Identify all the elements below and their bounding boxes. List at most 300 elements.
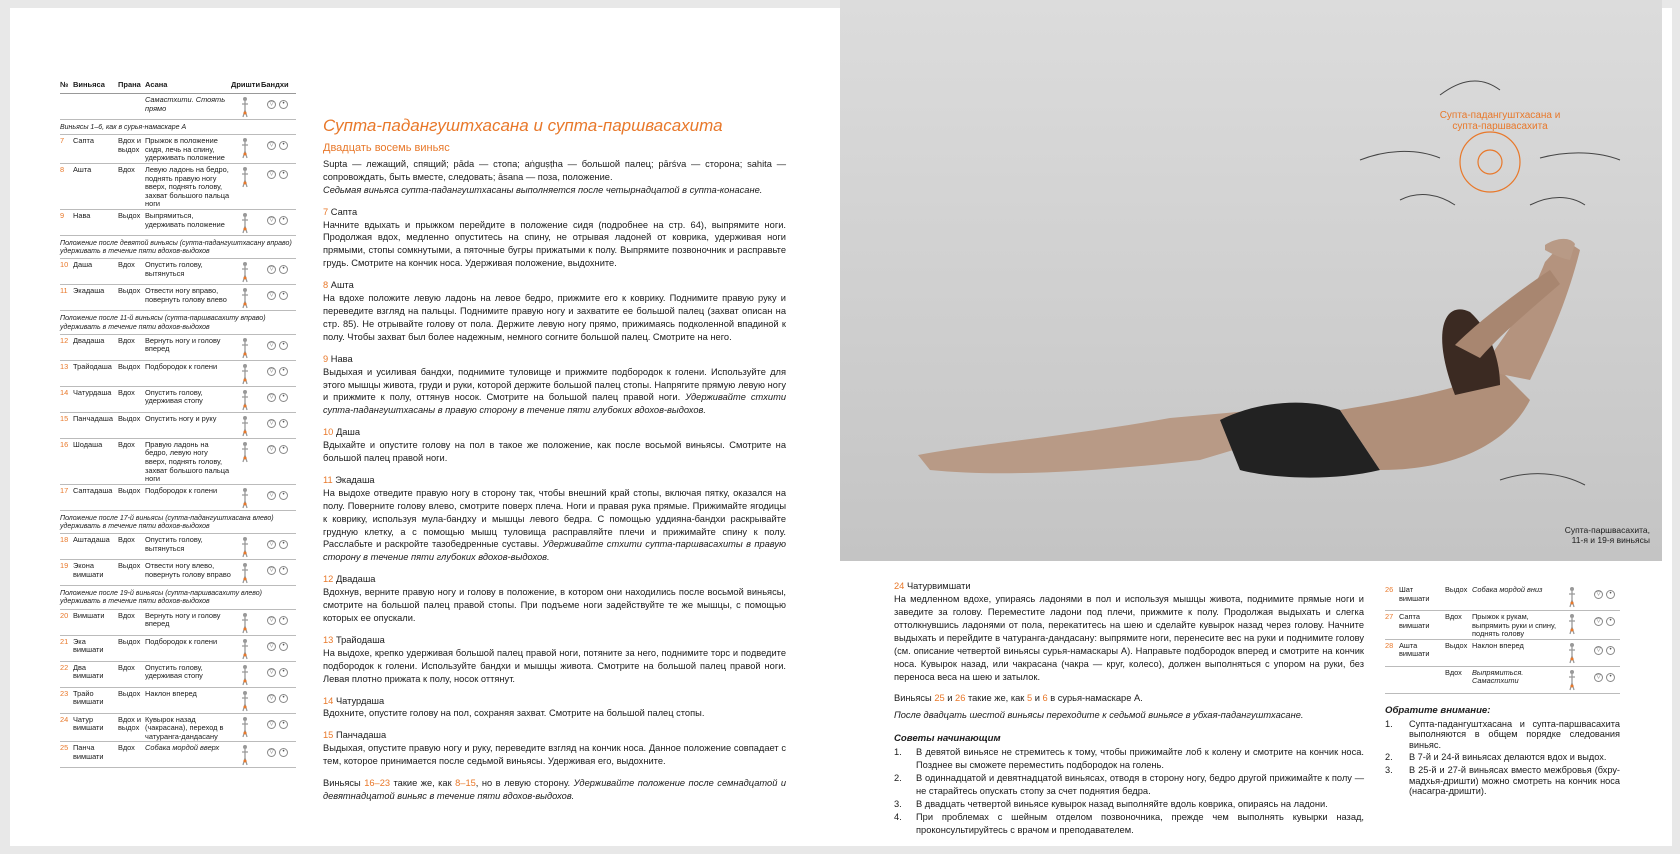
row-prana	[118, 96, 145, 119]
row-figure	[231, 166, 267, 209]
table-icons	[267, 287, 296, 310]
section-heading	[323, 573, 786, 586]
drishti-icon: ▽	[267, 642, 276, 651]
row-asana: Собака мордой вниз	[1472, 585, 1543, 594]
row-prana: Вдох	[118, 743, 135, 753]
section-24	[894, 580, 1364, 593]
section-24-text: На медленном вдохе, упираясь ладонями в пол и используя мышцы живота, поднимите прямые ноги и заведите за голову. Переместите ладони под плечи, прижмите к полу. Продолжая выдыхать и слегка оттолкнувшись ладонями от пола, перекатитесь на шею и сделайте кувырок назад через голову. Начните выдыхать и перейдите в чатуранга-дандасану: выпрямите ноги, перенесите вес на руки и поднимите голову (см. описание четвертой виньясы сурья-намаскары А). Направьте подбородок вперед и смотрите на кончик носа. Кувырок назад, или чакрасана (чакра — круг, колесо), должен выполняться с упором на руки, без переноса веса на шею и затылок.	[894, 594, 1364, 682]
repeat-tail: Удерживайте положение после семнадцатой и девятнадцатой виньяс в течение пяти вдохов-выдохов.	[323, 778, 787, 801]
row-asana: Подбородок к голени	[145, 485, 218, 495]
table-icons	[267, 363, 296, 386]
pose-thumbnail-icon	[241, 287, 249, 309]
section-name: Экадаша	[335, 474, 375, 485]
row-figure	[231, 441, 267, 484]
row-figure	[231, 690, 267, 713]
repeat-range2: 8–15	[455, 778, 476, 789]
pose-thumbnail-icon	[241, 744, 249, 766]
vinyasa-section	[323, 573, 786, 625]
bandha-icon: •	[279, 491, 288, 500]
section-name: Чатурдаша	[335, 695, 385, 706]
r-prefix: Виньясы	[894, 693, 935, 703]
main-text-column	[323, 116, 786, 803]
row-number: 13	[60, 361, 69, 371]
section-name: Даша	[335, 427, 361, 438]
bandha-icon: •	[279, 616, 288, 625]
section-body: Вдыхайте и опустите голову на пол в такое же положение, как после восьмой виньясы. Смотрите на большой палец правой ноги.	[323, 440, 786, 464]
tip-item	[894, 798, 1364, 811]
table-row	[60, 164, 296, 210]
table-body	[60, 94, 296, 768]
table-note: Положение после 17-й виньясы (супта-падангуштхасана влево) удерживать в течение пяти вдохов-выдохов	[60, 511, 296, 534]
bandha-icon: •	[279, 170, 288, 179]
bandha-icon: •	[279, 100, 288, 109]
table-icons	[267, 212, 296, 235]
notice-text: В 7-й и 24-й виньясах делаются вдох и выдох.	[1409, 752, 1607, 763]
row-figure	[231, 536, 267, 559]
drishti-icon: ▽	[267, 694, 276, 703]
drishti-icon: ▽	[267, 566, 276, 575]
r-mid: такие же, как	[965, 693, 1027, 703]
section-body: На выдохе, крепко удерживая большой палец правой ноги, потяните за него, поднимите торс и подведите подбородок к голени. Используйте бандхи и мышцы живота. Смотрите на большой палец правой ноги. Левая плотно прижата к полу, носок оттянут.	[323, 647, 786, 684]
row-name: Вимшати	[73, 610, 105, 620]
pose-thumbnail-icon	[241, 96, 249, 118]
vinyasa-section	[323, 474, 786, 564]
row-figure	[1558, 586, 1594, 610]
r-n2: 26	[955, 693, 966, 703]
table-note: Положение после 11-й виньясы (супта-паршвасахиту вправо) удерживать в течение пяти вдохов-выдохов	[60, 311, 296, 334]
header-drishti: Дришти	[231, 80, 261, 89]
row-number	[60, 96, 73, 119]
row-number: 25	[60, 743, 69, 753]
section-text	[323, 292, 786, 344]
vinyasa-table-right	[1385, 584, 1620, 694]
section-name: Сапта	[330, 206, 358, 217]
table-icons	[267, 536, 296, 559]
row-asana: Прыжок в положение сидя, лечь на спину, удерживать положение	[145, 136, 225, 163]
yogi-figure	[918, 239, 1580, 478]
section-hold-note: Удерживайте стхити супта-паршвасахиты в правую сторону в течение пяти глубоких вдохов-выдохов.	[323, 539, 786, 563]
section-name: Ашта	[330, 280, 354, 291]
row-figure	[231, 562, 267, 585]
table-header	[60, 80, 296, 94]
section-body: На выдохе отведите правую ногу в сторону так, чтобы внешний край стопы, включая пятку, оказался на полу. Поверните голову влево, смотрите поверх плеча. Ноги и правая рука прямые. Прижимайте ягодицы к коврику, используя мула-бандху и мышцы левого бедра. С помощью уддияна-бандхи раскрывайте грудную клетку, а с помощью мышц туловища расправляйте плечи и прижимайте спину к полу. Расслабьте и раскройте тазобедренные суставы.	[323, 487, 786, 550]
drishti-icon: ▽	[267, 216, 276, 225]
row-name: Экона вимшати	[73, 561, 104, 579]
notice-number: 2.	[1385, 752, 1393, 763]
section-text	[323, 487, 786, 564]
row-prana: Вдох	[118, 535, 135, 545]
vinyasa-section	[323, 426, 786, 465]
table-row	[60, 662, 296, 688]
section-name: Панчадаша	[335, 730, 387, 741]
row-number: 22	[60, 662, 69, 672]
row-name: Трайодаша	[73, 361, 112, 371]
row-name: Чатурдаша	[73, 387, 112, 397]
table-icons	[267, 716, 296, 742]
pose-thumbnail-icon	[241, 389, 249, 411]
vinyasa-section	[323, 279, 786, 344]
row-asana: Самастхити. Стоять прямо	[145, 95, 226, 113]
section-heading	[323, 634, 786, 647]
table-row	[60, 335, 296, 361]
section-body: На вдохе положите левую ладонь на левое бедро, прижмите его к коврику. Поднимите правую руку и переведите взгляд на пальцы. Поднимите правую ногу и захватите ее большой палец (захват описан на стр. 85). Не отрывайте голову от пола. Держите левую ногу прямо, прижимаясь подколенной впадиной к полу. Чтобы захват был более надежным, немного согните большой палец. Смотрите на него.	[323, 293, 786, 342]
row-number: 27	[1385, 612, 1394, 621]
bandha-icon: •	[279, 291, 288, 300]
r-n3: 5	[1026, 693, 1033, 703]
bandha-icon: •	[279, 341, 288, 350]
row-asana: Правую ладонь на бедро, левую ногу вверх, поднять голову, захват большого пальца ноги	[145, 439, 230, 484]
row-asana: Подбородок к голени	[145, 636, 218, 646]
section-body: Вдохнув, верните правую ногу и голову в положение, в котором они находились после восьмой виньясы, смотрите на большой палец правой стопы. При подъеме ноги задействуйте те же мышцы, с помощью которых ее опускали.	[323, 587, 786, 623]
tip-text: При проблемах с шейным отделом позвоночника, прежде чем выполнять кувырки назад, проконсультируйтесь с врачом и преподавателем.	[916, 812, 1364, 835]
drishti-icon: ▽	[267, 265, 276, 274]
row-figure	[231, 137, 267, 163]
drishti-icon: ▽	[267, 100, 276, 109]
pose-thumbnail-icon	[241, 212, 249, 234]
header-prana: Прана	[118, 80, 141, 89]
row-prana: Вдох	[118, 387, 135, 397]
table-row	[60, 688, 296, 714]
repeat-after: , но в левую сторону.	[475, 778, 574, 789]
row-prana: Вдох и выдох	[118, 714, 142, 733]
table-icons	[1594, 613, 1620, 639]
notice-item	[1385, 719, 1620, 751]
vinyasa-sections	[323, 206, 786, 768]
row-prana: Выдох	[118, 210, 141, 220]
bandha-icon: •	[279, 720, 288, 729]
table-note: Виньясы 1–6, как в сурья-намаскаре А	[60, 120, 296, 135]
repeat-mid: такие же, как	[390, 778, 456, 789]
table-icons	[1594, 586, 1620, 610]
bandha-icon: •	[279, 540, 288, 549]
table-row	[60, 534, 296, 560]
bandha-icon: •	[1606, 646, 1615, 655]
table-icons	[267, 337, 296, 360]
table-icons	[267, 441, 296, 484]
row-number: 15	[60, 413, 69, 423]
section-body: Начните вдыхать и прыжком перейдите в положение сидя (подробнее на стр. 64), выпрямите ноги. Продолжая вдох, медленно опуститесь на спину, не отрывая ладоней от коврика, удерживая ноги прямыми, стопы сомкнутыми, а пяточные бугры прижатыми к полу. Выпрямите позвоночник и расправьте грудь. Смотрите на кончик носа. Удерживая положение, выдохните.	[323, 219, 786, 269]
r-after: в сурья-намаскаре А.	[1047, 693, 1143, 703]
bandha-icon: •	[1606, 617, 1615, 626]
pose-photo	[840, 0, 1662, 561]
drishti-icon: ▽	[267, 419, 276, 428]
vinyasa-section	[323, 695, 786, 721]
row-prana: Выдох	[118, 286, 141, 296]
pose-thumbnail-icon	[241, 415, 249, 437]
row-name: Ашта	[73, 164, 92, 174]
table-row	[1385, 667, 1620, 694]
section-heading	[323, 353, 786, 366]
row-asana: Кувырок назад (чакрасана), переход в чатуранга-дандасану	[145, 714, 224, 741]
tip-number: 1.	[894, 747, 902, 757]
repeat-25-26	[894, 692, 1364, 705]
row-name	[73, 96, 118, 119]
section-number: 14	[323, 695, 334, 706]
tips-title: Советы начинающим	[894, 733, 1001, 744]
row-asana: Отвести ногу влево, повернуть голову вправо	[145, 561, 231, 579]
row-name: Аштадаша	[73, 535, 110, 545]
pose-illustration	[840, 0, 1662, 561]
row-figure	[231, 744, 267, 767]
tips-list	[894, 746, 1364, 837]
caption-line2: 11-я и 19-я виньясы	[1571, 535, 1650, 545]
row-asana: Выпрямиться. Самастхити	[1472, 667, 1524, 686]
row-figure	[231, 212, 267, 235]
bandha-icon: •	[279, 393, 288, 402]
row-prana: Вдох и выдох	[118, 136, 142, 154]
table-row	[60, 94, 296, 120]
drishti-icon: ▽	[1594, 590, 1603, 599]
bandha-icon: •	[279, 216, 288, 225]
table-row	[1385, 584, 1620, 611]
table-row	[60, 387, 296, 413]
section-heading	[323, 426, 786, 439]
tip-number: 4.	[894, 812, 902, 822]
drishti-icon: ▽	[1594, 673, 1603, 682]
tip-number: 3.	[894, 799, 902, 809]
glossary: Supta — лежащий, спящий; pāda — стопа; aṅguṣṭha — большой палец; pārśva — сторона; sahita — сопровождать, быть вместе, следовать; āsana — поза, положение.	[323, 158, 786, 182]
row-asana: Наклон вперед	[145, 688, 197, 698]
notice-item	[1385, 752, 1620, 763]
vinyasa-table-left	[60, 80, 296, 768]
tip-item	[894, 811, 1364, 837]
section-body: Вдохните, опустите голову на пол, сохраняя захват. Смотрите на большой палец стопы.	[323, 708, 705, 719]
tip-text: В одиннадцатой и девятнадцатой виньясах, отводя в сторону ногу, бедро другой прижимайте к полу — не старайтесь опускать стопу за счет поднятия бедра.	[916, 773, 1364, 796]
row-name: Шат вимшати	[1399, 585, 1430, 603]
caption-line1: Супта-паршвасахита,	[1564, 525, 1650, 535]
table-row	[1385, 640, 1620, 667]
drishti-icon: ▽	[267, 341, 276, 350]
table-row	[60, 413, 296, 439]
section-number: 12	[323, 574, 334, 585]
row-asana: Опустить голову, удерживая стопу	[145, 387, 203, 406]
pose-thumbnail-icon	[1568, 613, 1576, 635]
section-hold-note: Удерживайте стхити супта-падангуштхасаны в правую сторону в течение пяти глубоких вдохов-выдохов.	[323, 392, 786, 416]
row-asana: Подбородок к голени	[145, 361, 218, 371]
row-figure	[231, 716, 267, 742]
row-prana: Выдох	[118, 361, 141, 371]
row-asana: Прыжок к рукам, выпрямить руки и спину, поднять голову	[1472, 612, 1557, 639]
drishti-icon: ▽	[267, 170, 276, 179]
row-figure	[231, 363, 267, 386]
row-number	[1385, 669, 1399, 693]
row-prana: Вдох	[1445, 612, 1462, 621]
vinyasa-section	[323, 729, 786, 768]
row-figure	[231, 415, 267, 438]
table-icons	[267, 415, 296, 438]
row-name: Нава	[73, 210, 91, 220]
section-number: 7	[323, 206, 329, 217]
section-text	[323, 742, 786, 768]
table-row	[60, 439, 296, 485]
row-asana: Левую ладонь на бедро, поднять правую ногу вверх, поднять голову, захват большого пальца ноги	[145, 164, 230, 209]
row-name: Саптадаша	[73, 485, 113, 495]
repeat-note	[323, 777, 786, 803]
table-icons	[267, 261, 296, 284]
lower-text-column	[894, 580, 1364, 837]
table-icons	[267, 96, 296, 119]
pose-thumbnail-icon	[1568, 586, 1576, 608]
drishti-icon: ▽	[267, 393, 276, 402]
r-and: и	[944, 693, 956, 703]
row-name: Чатур вимшати	[73, 714, 104, 733]
section-number: 11	[323, 474, 333, 485]
row-figure	[231, 487, 267, 510]
pose-thumbnail-icon	[241, 261, 249, 283]
row-prana: Вдох	[1445, 667, 1462, 677]
row-asana: Наклон вперед	[1472, 640, 1524, 650]
table-icons	[267, 487, 296, 510]
table-row	[60, 610, 296, 636]
r-n1: 25	[934, 693, 945, 703]
notice-text: В 25-й и 27-й виньясах вместо межбровья (бхру-мадхья-дришти) можно смотреть на кончик носа (насагра-дришти).	[1409, 764, 1620, 797]
pose-thumbnail-icon	[241, 137, 249, 159]
table-icons	[1594, 669, 1620, 693]
row-prana: Выдох	[1445, 585, 1468, 594]
pose-thumbnail-icon	[241, 363, 249, 385]
row-number: 14	[60, 387, 69, 397]
row-number: 28	[1385, 640, 1394, 650]
tip-text: В двадцать четвертой виньясе кувырок назад выполняйте вдоль коврика, опираясь на ладони.	[916, 799, 1328, 809]
table-icons	[267, 166, 296, 209]
pose-thumbnail-icon	[1568, 669, 1576, 691]
bandha-icon: •	[279, 748, 288, 757]
vinyasa-section	[323, 353, 786, 418]
row-name: Шодаша	[73, 439, 103, 449]
row-figure	[231, 612, 267, 635]
bandha-icon: •	[279, 694, 288, 703]
notice-box	[1385, 706, 1620, 799]
row-prana: Выдох	[118, 413, 141, 423]
row-number: 24	[60, 714, 69, 724]
bandha-icon: •	[279, 566, 288, 575]
pose-thumbnail-icon	[241, 612, 249, 634]
notice-number: 3.	[1385, 764, 1393, 775]
row-asana: Вернуть ногу и голову вперед	[145, 335, 221, 354]
bandha-icon: •	[279, 367, 288, 376]
r-and2: и	[1032, 693, 1043, 703]
row-name: Панча вимшати	[73, 743, 104, 761]
table-note: Положение после 19-й виньясы (супта-паршвасахиту влево) удерживать в течение пяти вдохов-выдохов	[60, 586, 296, 609]
drishti-icon: ▽	[267, 367, 276, 376]
row-number: 16	[60, 439, 69, 449]
row-name: Двадаша	[73, 335, 105, 345]
table-note: Положение после девятой виньясы (супта-падангуштхасану вправо) удерживать в течение пяти вдохов-выдохов	[60, 236, 296, 259]
notice-number: 1.	[1385, 718, 1393, 729]
section-name: Двадаша	[335, 574, 376, 585]
section-number: 10	[323, 427, 334, 438]
header-vinyasa: Виньяса	[73, 80, 105, 89]
drishti-icon: ▽	[267, 491, 276, 500]
row-number: 10	[60, 260, 69, 270]
row-asana: Собака мордой вверх	[145, 743, 220, 753]
row-name: Экадаша	[73, 286, 105, 296]
table-icons	[267, 562, 296, 585]
row-figure	[231, 261, 267, 284]
drishti-icon: ▽	[267, 616, 276, 625]
section-heading	[323, 279, 786, 292]
bandha-icon: •	[279, 419, 288, 428]
photo-caption	[1510, 525, 1650, 545]
row-prana: Выдох	[1445, 640, 1468, 650]
table-icons	[267, 690, 296, 713]
table-row	[60, 259, 296, 285]
row-name: Сапта вимшати	[1399, 612, 1430, 630]
section-body: Выдыхая, опустите правую ногу и руку, переведите взгляд на кончик носа. Данное положение совпадает с тем, которое принимается после седьмой виньясы. Удерживая его, выдохните.	[323, 743, 786, 767]
drishti-icon: ▽	[267, 540, 276, 549]
row-name: Панчадаша	[73, 413, 113, 423]
row-prana: Выдох	[118, 636, 141, 646]
row-figure	[1558, 613, 1594, 639]
notice-item	[1385, 765, 1620, 797]
table-icons	[267, 638, 296, 661]
tip-item	[894, 772, 1364, 798]
notice-title: Обратите внимание:	[1385, 705, 1491, 716]
row-prana: Выдох	[118, 561, 141, 571]
section-text	[323, 219, 786, 271]
table-icons	[267, 664, 296, 687]
vinyasa-section	[323, 206, 786, 271]
row-asana: Опустить голову, вытянуться	[145, 260, 203, 278]
table-row	[60, 210, 296, 236]
row-prana: Выдох	[118, 485, 141, 495]
row-number: 21	[60, 636, 69, 646]
table-icons	[267, 744, 296, 767]
row-number: 9	[60, 210, 65, 220]
table-row	[60, 485, 296, 511]
drishti-icon: ▽	[267, 748, 276, 757]
drishti-icon: ▽	[1594, 646, 1603, 655]
bandha-icon: •	[1606, 590, 1615, 599]
row-name: Трайо вимшати	[73, 688, 104, 707]
row-figure	[1558, 642, 1594, 666]
row-name: Даша	[73, 260, 93, 270]
pose-thumbnail-icon	[241, 716, 249, 738]
row-figure	[231, 389, 267, 412]
tip-item	[894, 746, 1364, 772]
table-row	[60, 560, 296, 586]
tip-number: 2.	[894, 773, 902, 783]
row-figure	[1558, 669, 1594, 693]
pose-thumbnail-icon	[241, 690, 249, 712]
section-text	[323, 707, 786, 720]
row-number: 23	[60, 688, 69, 698]
pose-thumbnail-icon	[241, 638, 249, 660]
table-row	[1385, 611, 1620, 640]
row-name: Два вимшати	[73, 662, 104, 681]
table-row	[60, 135, 296, 164]
table-row	[60, 742, 296, 768]
drishti-icon: ▽	[267, 291, 276, 300]
row-asana: Выпрямиться, удерживать положение	[145, 210, 225, 229]
tip-text: В девятой виньясе не стремитесь к тому, чтобы прижимайте лоб к колену и смотрите на кончик носа. Позднее вы сможете переместить подбородок на голень.	[916, 747, 1364, 770]
row-number: 19	[60, 561, 69, 571]
drishti-icon: ▽	[1594, 617, 1603, 626]
table-icons	[1594, 642, 1620, 666]
table-icons	[267, 612, 296, 635]
drishti-icon: ▽	[267, 141, 276, 150]
row-asana: Отвести ногу вправо, повернуть голову влево	[145, 286, 227, 304]
pose-thumbnail-icon	[1568, 642, 1576, 664]
notice-items	[1385, 719, 1620, 797]
r-n4: 6	[1042, 693, 1048, 703]
drishti-icon: ▽	[267, 720, 276, 729]
section-text	[323, 366, 786, 418]
drishti-icon: ▽	[267, 445, 276, 454]
row-number: 11	[60, 286, 68, 296]
row-number: 20	[60, 610, 69, 620]
table-row	[60, 285, 296, 311]
